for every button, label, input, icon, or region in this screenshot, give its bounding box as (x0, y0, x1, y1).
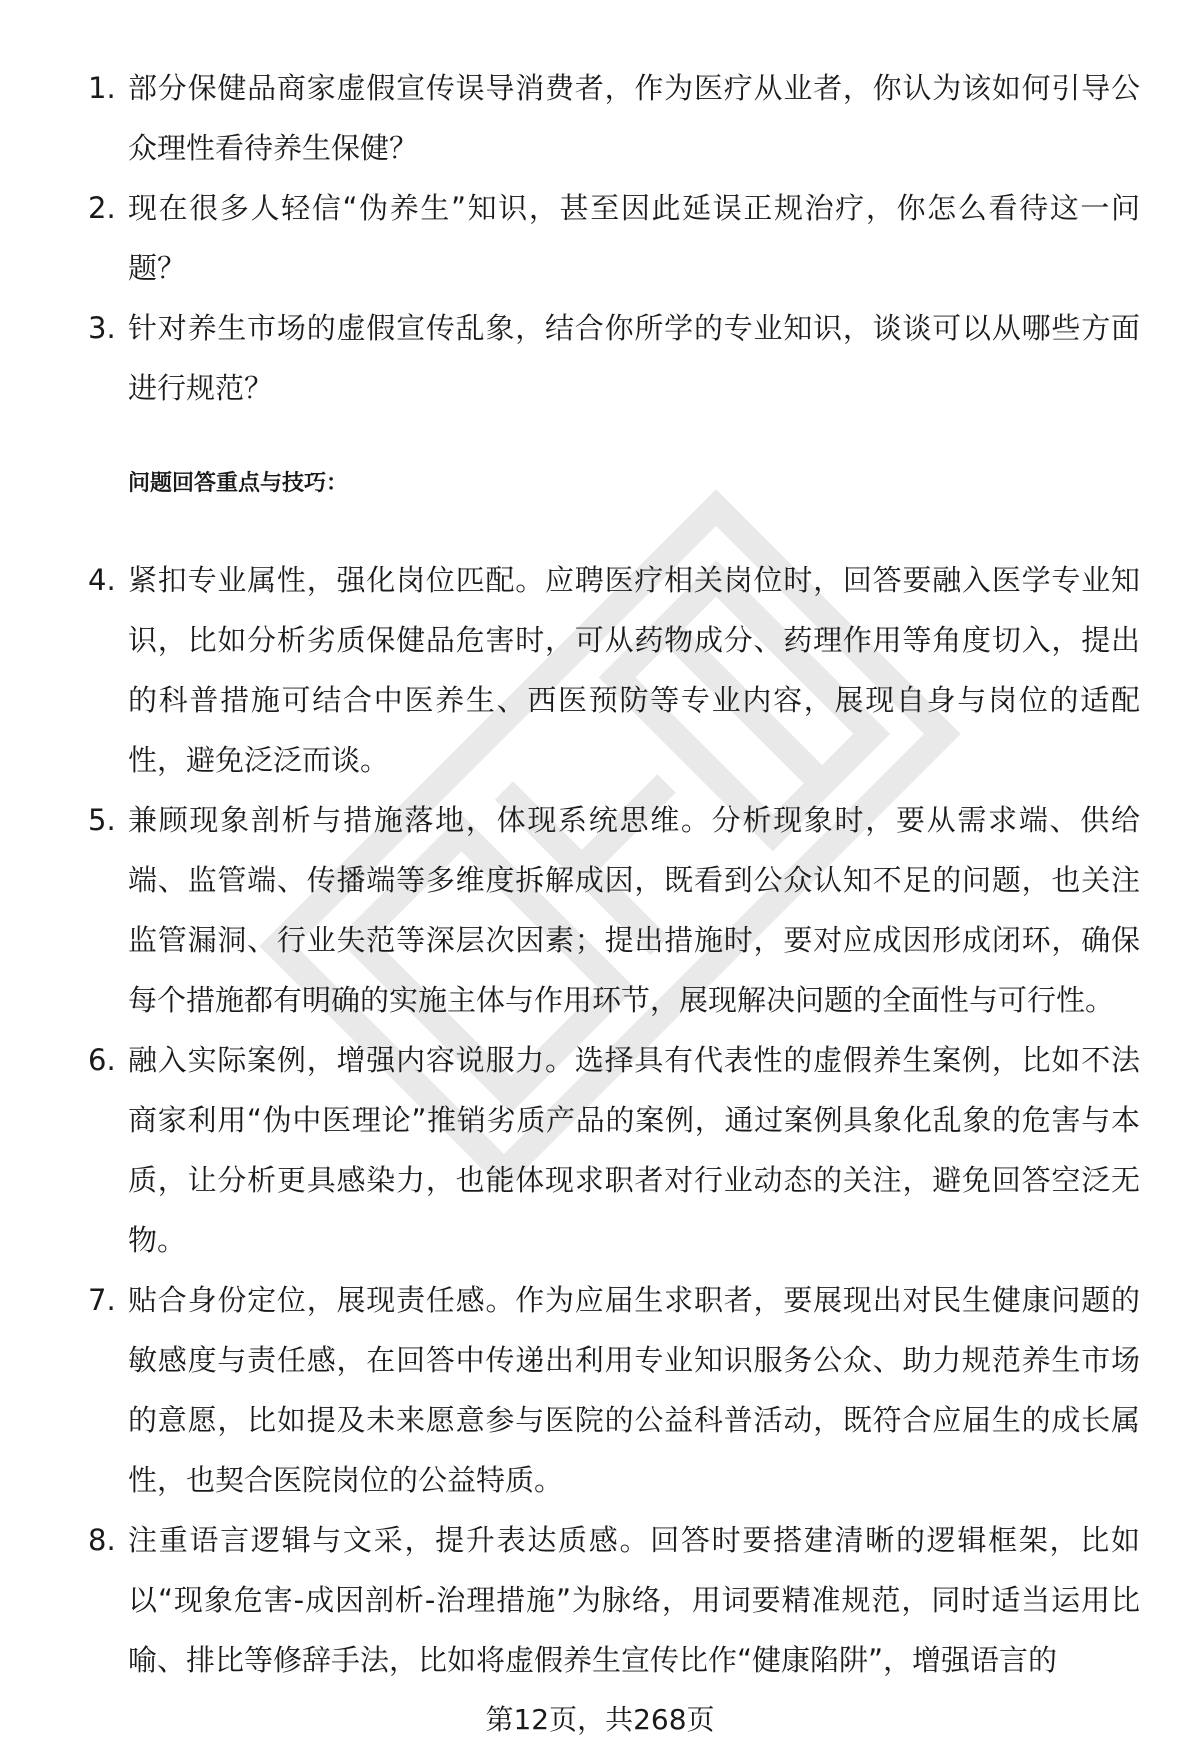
list-item (88, 1270, 1148, 1510)
list-item (88, 178, 1148, 298)
list-item-number: 5. (88, 803, 116, 837)
list-item-text: 注重语言逻辑与文采，提升表达质感。回答时要搭建清晰的逻辑框架，比如以“现象危害-成因剖析-治理措施”为脉络，用词要精准规范，同时适当运用比喻、排比等修辞手法，比如将虚假养生宣传比作“健康陷阱”，增强语言的 (128, 1523, 1140, 1677)
list-item-number: 1. (88, 71, 116, 105)
list-item (88, 550, 1148, 790)
list-item-number: 6. (88, 1043, 116, 1077)
tips-list (88, 550, 1148, 1690)
list-item-text: 针对养生市场的虚假宣传乱象，结合你所学的专业知识，谈谈可以从哪些方面进行规范？ (128, 311, 1140, 405)
question-list (88, 58, 1148, 418)
list-item-text: 部分保健品商家虚假宣传误导消费者，作为医疗从业者，你认为该如何引导公众理性看待养生保健？ (128, 71, 1140, 165)
list-item (88, 298, 1148, 418)
list-item-text: 现在很多人轻信“伪养生”知识，甚至因此延误正规治疗，你怎么看待这一问题？ (128, 191, 1140, 285)
list-item-number: 2. (88, 191, 116, 225)
list-item-number: 3. (88, 311, 116, 345)
list-item (88, 1510, 1148, 1690)
list-item-text: 兼顾现象剖析与措施落地，体现系统思维。分析现象时，要从需求端、供给端、监管端、传播端等多维度拆解成因，既看到公众认知不足的问题，也关注监管漏洞、行业失范等深层次因素；提出措施时，要对应成因形成闭环，确保每个措施都有明确的实施主体与作用环节，展现解决问题的全面性与可行性。 (128, 803, 1140, 1017)
list-item (88, 790, 1148, 1030)
list-item-number: 8. (88, 1523, 116, 1557)
list-item-number: 4. (88, 563, 116, 597)
list-item (88, 1030, 1148, 1270)
list-item (88, 58, 1148, 178)
list-item-text: 贴合身份定位，展现责任感。作为应届生求职者，要展现出对民生健康问题的敏感度与责任感，在回答中传递出利用专业知识服务公众、助力规范养生市场的意愿，比如提及未来愿意参与医院的公益科普活动，既符合应届生的成长属性，也契合医院岗位的公益特质。 (128, 1283, 1140, 1497)
section-heading: 问题回答重点与技巧： (128, 471, 349, 496)
page-number: 第12页，共268页 (485, 1703, 715, 1736)
list-item-text: 紧扣专业属性，强化岗位匹配。应聘医疗相关岗位时，回答要融入医学专业知识，比如分析劣质保健品危害时，可从药物成分、药理作用等角度切入，提出的科普措施可结合中医养生、西医预防等专业内容，展现自身与岗位的适配性，避免泛泛而谈。 (128, 563, 1140, 777)
list-item-text: 融入实际案例，增强内容说服力。选择具有代表性的虚假养生案例，比如不法商家利用“伪中医理论”推销劣质产品的案例，通过案例具象化乱象的危害与本质，让分析更具感染力，也能体现求职者对行业动态的关注，避免回答空泛无物。 (128, 1043, 1140, 1257)
list-item-number: 7. (88, 1283, 116, 1317)
